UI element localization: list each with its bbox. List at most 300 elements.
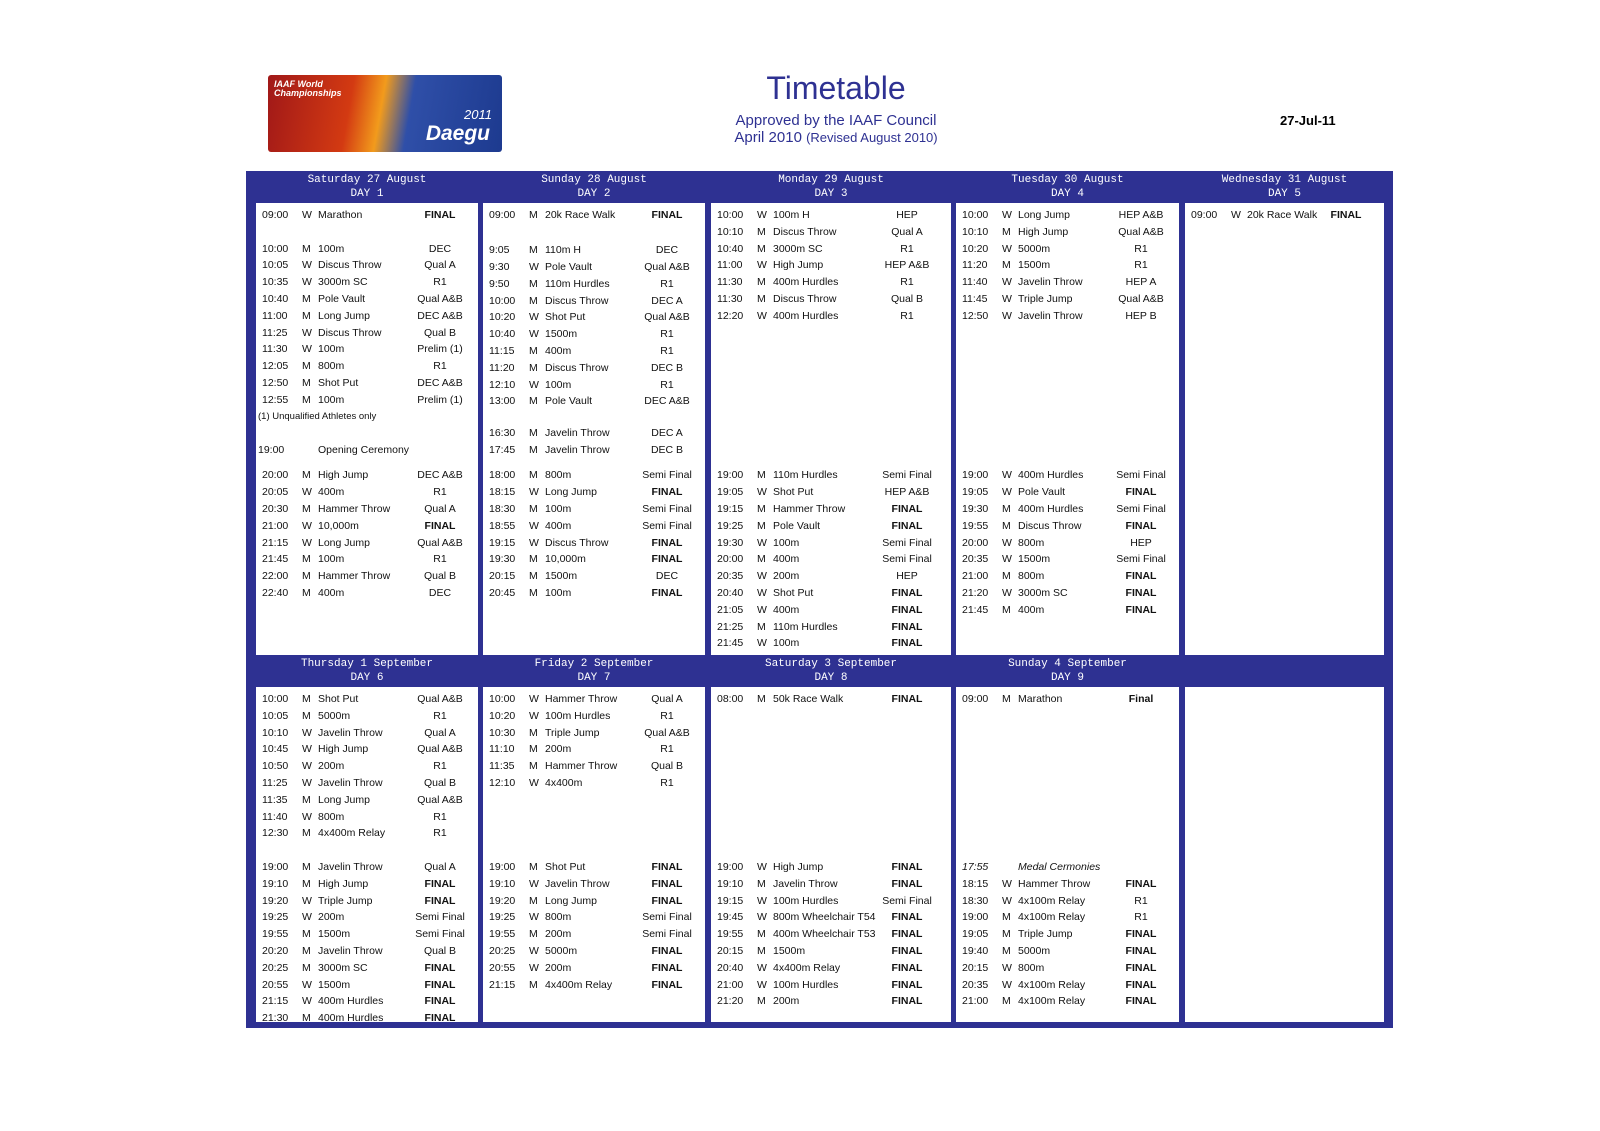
event-round: R1	[433, 810, 447, 823]
event-row	[256, 553, 478, 568]
event-row	[711, 979, 951, 994]
event-row	[711, 587, 951, 602]
event-row	[256, 1012, 478, 1027]
day-number: DAY 8	[814, 672, 848, 684]
event-row	[956, 895, 1179, 910]
event-row	[483, 520, 705, 535]
event-gender: W	[1002, 293, 1012, 305]
event-time: 19:30	[962, 503, 989, 515]
event-time: 19:20	[489, 894, 516, 907]
event-gender: W	[757, 309, 767, 322]
event-row	[956, 503, 1179, 518]
event-time: 19:00	[962, 911, 989, 924]
event-round: HEP A&B	[884, 259, 930, 272]
event-round: Semi Final	[882, 553, 932, 566]
event-name: 4x100m Relay	[1018, 911, 1086, 924]
event-name: Pole Vault	[545, 395, 593, 408]
event-name: 5000m	[318, 709, 351, 722]
event-round: FINAL	[891, 995, 923, 1008]
event-round: Qual A&B	[644, 726, 690, 739]
event-time: 12:10	[489, 777, 516, 789]
event-name: 110m Hurdles	[773, 469, 838, 482]
event-round: DEC A	[651, 294, 683, 307]
event-row	[711, 911, 951, 926]
event-name: 1500m	[318, 928, 351, 941]
event-row	[483, 928, 705, 943]
revision-detail: (Revised August 2010)	[806, 130, 938, 145]
event-row	[956, 243, 1179, 258]
event-name: 100m	[545, 378, 572, 391]
event-time: 20:25	[262, 961, 289, 974]
event-round: Semi Final	[882, 469, 932, 482]
event-name: Hammer Throw	[318, 503, 391, 515]
event-gender: W	[529, 536, 539, 549]
event-gender: W	[529, 328, 539, 341]
event-time: 10:00	[262, 693, 289, 705]
event-time: 10:35	[262, 276, 289, 289]
event-time: 19:55	[489, 928, 516, 941]
event-round: FINAL	[1125, 603, 1157, 616]
event-name: 400m Hurdles	[1018, 503, 1084, 515]
event-round: FINAL	[651, 945, 683, 957]
event-round: Qual A&B	[417, 693, 463, 705]
event-time: 19:00	[962, 469, 989, 482]
day-header	[483, 173, 705, 201]
event-name: 10,000m	[545, 553, 586, 566]
event-round: DEC	[655, 570, 679, 583]
day-header	[256, 657, 478, 685]
event-round: HEP A	[1125, 276, 1157, 289]
event-row	[256, 760, 478, 775]
event-time: 19:55	[962, 519, 989, 532]
event-gender: M	[1002, 570, 1011, 583]
event-row	[956, 693, 1179, 708]
event-time: 10:00	[262, 242, 289, 255]
event-time: 10:30	[489, 726, 516, 739]
event-name: High Jump	[773, 259, 824, 272]
event-gender: M	[302, 469, 311, 482]
event-gender: M	[757, 276, 766, 289]
event-row	[956, 537, 1179, 552]
event-gender: M	[529, 361, 538, 374]
event-name: 100m	[318, 393, 345, 406]
event-row	[483, 345, 705, 360]
event-name: 100m	[318, 242, 345, 255]
event-name: 200m	[545, 743, 572, 756]
event-row	[711, 486, 951, 501]
event-round: Qual B	[423, 777, 457, 789]
event-round: Qual A&B	[1118, 293, 1164, 305]
event-round: R1	[1134, 911, 1148, 924]
event-time: 19:30	[717, 536, 744, 549]
event-time: 18:55	[489, 519, 516, 532]
event-gender: M	[302, 503, 311, 515]
event-gender: M	[1002, 603, 1011, 616]
event-row	[256, 209, 478, 224]
event-round: Qual B	[423, 945, 457, 957]
event-row	[256, 811, 478, 826]
event-time: 11:40	[962, 276, 988, 289]
event-name: (1) Unqualified Athletes only	[258, 410, 377, 422]
event-gender: M	[302, 587, 311, 599]
event-name: Pole Vault	[545, 261, 593, 274]
event-name: 400m	[318, 486, 345, 499]
event-time: 10:10	[717, 225, 744, 238]
event-name: 400m	[545, 345, 572, 358]
event-round: FINAL	[891, 928, 923, 941]
event-time: 20:00	[262, 469, 289, 482]
event-gender: W	[529, 877, 539, 890]
event-name: 100m H	[773, 209, 810, 221]
day-schedule	[483, 687, 705, 1022]
event-gender: M	[757, 553, 766, 566]
event-round: FINAL	[891, 519, 923, 532]
event-time: 19:00	[489, 861, 516, 873]
event-gender: W	[302, 726, 312, 739]
event-time: 19:10	[717, 877, 744, 890]
event-time: 19:00	[258, 444, 285, 457]
day-header	[956, 657, 1179, 685]
event-time: 12:05	[262, 360, 289, 373]
event-time: 19:20	[262, 894, 289, 907]
event-time: 11:25	[262, 326, 288, 339]
event-time: 10:40	[262, 293, 289, 305]
event-name: Hammer Throw	[1018, 877, 1091, 890]
event-time: 09:00	[262, 209, 289, 221]
day-date: Friday 2 September	[534, 658, 654, 670]
event-row	[483, 878, 705, 893]
event-row	[483, 486, 705, 501]
event-round: FINAL	[1125, 587, 1157, 599]
event-round: FINAL	[1125, 486, 1157, 499]
event-row	[483, 962, 705, 977]
event-row	[956, 469, 1179, 484]
logo-text: IAAF World Championships	[274, 79, 342, 98]
event-round: FINAL	[891, 911, 923, 924]
event-row	[256, 360, 478, 375]
event-time: 11:25	[262, 777, 288, 789]
event-gender: M	[302, 877, 311, 890]
event-row	[483, 693, 705, 708]
event-row	[256, 377, 478, 392]
event-time: 10:00	[489, 294, 516, 307]
event-round: Qual B	[423, 570, 457, 583]
day-schedule	[256, 687, 478, 1025]
event-round: Qual B	[890, 293, 924, 305]
event-name: Pole Vault	[773, 519, 821, 532]
event-name: High Jump	[318, 743, 369, 756]
event-time: 20:15	[962, 961, 989, 974]
event-row	[256, 995, 478, 1010]
event-round: FINAL	[891, 693, 923, 705]
event-row	[483, 444, 705, 459]
event-row	[256, 520, 478, 535]
event-round: FINAL	[1125, 519, 1157, 532]
event-name: 110m H	[545, 244, 581, 257]
event-name: Shot Put	[773, 486, 814, 499]
event-time: 19:15	[717, 503, 744, 515]
event-gender: M	[302, 793, 311, 806]
event-gender: M	[302, 360, 311, 373]
event-row	[711, 570, 951, 585]
event-time: 19:15	[489, 536, 516, 549]
event-row	[256, 895, 478, 910]
event-name: 200m	[318, 760, 345, 773]
event-gender: M	[1002, 693, 1011, 705]
event-row	[711, 895, 951, 910]
event-name: 5000m	[1018, 242, 1051, 255]
event-name: 20k Race Walk	[1247, 209, 1318, 221]
event-name: High Jump	[1018, 225, 1069, 238]
event-gender: M	[529, 760, 538, 773]
day-header	[711, 657, 951, 685]
event-gender: M	[302, 377, 311, 389]
event-name: 1500m	[545, 570, 578, 583]
event-round: Semi Final	[882, 894, 932, 907]
event-round: FINAL	[651, 486, 683, 499]
event-row	[711, 503, 951, 518]
event-name: Discus Throw	[318, 259, 382, 272]
event-row	[256, 743, 478, 758]
event-row	[483, 311, 705, 326]
event-name: 3000m SC	[318, 961, 368, 974]
event-gender: W	[529, 945, 539, 957]
event-gender: M	[302, 928, 311, 941]
event-row	[256, 794, 478, 809]
event-gender: M	[529, 978, 538, 991]
day-date: Saturday 27 August	[307, 174, 427, 186]
event-gender: M	[529, 395, 538, 408]
event-gender: M	[529, 553, 538, 566]
event-row	[711, 621, 951, 636]
event-row	[256, 878, 478, 893]
event-row	[483, 911, 705, 926]
event-round: R1	[660, 709, 674, 722]
event-gender: M	[757, 225, 766, 238]
event-gender: W	[1002, 587, 1012, 599]
event-time: 11:35	[262, 793, 288, 806]
event-name: 200m	[773, 995, 800, 1008]
event-row	[256, 945, 478, 960]
event-name: 400m Hurdles	[318, 995, 384, 1008]
event-round: FINAL	[651, 894, 683, 907]
event-round: FINAL	[891, 978, 923, 991]
event-gender: M	[757, 293, 766, 305]
event-gender: W	[757, 894, 767, 907]
event-name: Discus Throw	[545, 536, 609, 549]
event-gender: M	[529, 503, 538, 515]
event-name: 1500m	[1018, 259, 1051, 272]
event-gender: M	[529, 427, 538, 440]
event-row	[711, 693, 951, 708]
event-row	[256, 444, 478, 459]
event-round: HEP A&B	[1118, 209, 1164, 221]
event-name: Javelin Throw	[545, 444, 610, 457]
event-round: Qual A	[651, 693, 683, 705]
event-time: 20:35	[962, 978, 989, 991]
event-time: 08:00	[717, 693, 744, 705]
event-round: DEC A	[651, 427, 683, 440]
event-time: 11:00	[717, 259, 743, 272]
event-name: 400m	[773, 553, 800, 566]
event-gender: W	[529, 378, 539, 391]
event-time: 17:45	[489, 444, 516, 457]
event-name: Shot Put	[318, 693, 359, 705]
event-round: DEC A&B	[644, 395, 690, 408]
event-gender: W	[1002, 536, 1012, 549]
event-round: DEC A&B	[417, 469, 463, 482]
event-gender: W	[757, 911, 767, 924]
event-gender: M	[302, 553, 311, 566]
event-round: FINAL	[891, 961, 923, 974]
event-name: Javelin Throw	[318, 777, 383, 789]
event-round: FINAL	[651, 553, 683, 566]
event-gender: M	[302, 570, 311, 583]
event-name: Pole Vault	[1018, 486, 1066, 499]
event-name: 800m	[1018, 570, 1045, 583]
event-row	[483, 587, 705, 602]
event-time: 9:30	[489, 261, 510, 274]
event-row	[256, 979, 478, 994]
event-gender: W	[1002, 978, 1012, 991]
event-time: 21:15	[262, 536, 289, 549]
event-name: 400m	[1018, 603, 1045, 616]
event-round: HEP	[896, 570, 918, 583]
event-row	[956, 310, 1179, 325]
event-name: Opening Ceremony	[318, 444, 410, 457]
event-name: Discus Throw	[318, 326, 382, 339]
event-name: 800m	[318, 360, 345, 373]
event-gender: W	[302, 743, 312, 756]
event-round: Prelim (1)	[417, 343, 463, 356]
document-date: 27-Jul-11	[1280, 113, 1336, 128]
event-round: R1	[433, 827, 447, 840]
event-round: FINAL	[1125, 995, 1157, 1008]
event-name: Javelin Throw	[545, 877, 610, 890]
day-header	[1185, 173, 1384, 201]
empty-cell	[1185, 687, 1384, 1022]
event-time: 12:50	[262, 377, 289, 389]
event-round: FINAL	[891, 603, 923, 616]
event-name: Hammer Throw	[773, 503, 846, 515]
day-number: DAY 3	[814, 188, 848, 200]
event-gender: W	[302, 978, 312, 991]
event-name: 200m	[773, 570, 800, 583]
event-round: FINAL	[891, 945, 923, 957]
event-name: Javelin Throw	[545, 427, 610, 440]
event-round: Semi Final	[1116, 503, 1166, 515]
day-date: Saturday 3 September	[764, 658, 898, 670]
event-row	[256, 587, 478, 602]
event-row	[256, 827, 478, 842]
event-gender: W	[302, 276, 312, 289]
event-row	[956, 293, 1179, 308]
event-round: FINAL	[1125, 928, 1157, 941]
event-row	[483, 427, 705, 442]
event-gender: M	[302, 827, 311, 840]
event-time: 11:00	[262, 309, 288, 322]
event-row	[256, 911, 478, 926]
event-row	[711, 637, 951, 652]
event-round: R1	[1134, 259, 1148, 272]
event-round: DEC A&B	[417, 377, 463, 389]
event-time: 12:10	[489, 378, 516, 391]
event-gender: W	[757, 536, 767, 549]
event-gender: M	[529, 294, 538, 307]
event-name: Hammer Throw	[545, 693, 618, 705]
event-round: Semi Final	[642, 911, 692, 924]
event-name: 10,000m	[318, 519, 359, 532]
event-name: Javelin Throw	[318, 726, 383, 739]
event-round: Semi Final	[415, 911, 465, 924]
event-gender: W	[757, 978, 767, 991]
day-date: Tuesday 30 August	[1011, 174, 1124, 186]
event-name: 100m Hurdles	[773, 978, 839, 991]
event-row	[483, 945, 705, 960]
event-gender: M	[302, 242, 311, 255]
event-row	[256, 928, 478, 943]
event-time: 20:35	[717, 570, 744, 583]
event-name: 1500m	[318, 978, 351, 991]
event-gender: W	[1002, 877, 1012, 890]
event-round: Semi Final	[642, 503, 692, 515]
event-time: 20:45	[489, 587, 516, 599]
event-name: 100m Hurdles	[545, 709, 611, 722]
event-round: R1	[433, 709, 447, 722]
event-round: FINAL	[891, 620, 923, 633]
event-row	[483, 743, 705, 758]
event-name: 100m	[545, 503, 572, 515]
event-time: 19:45	[717, 911, 744, 924]
event-time: 21:25	[717, 620, 744, 633]
event-row	[956, 995, 1179, 1010]
event-row	[711, 537, 951, 552]
event-round: DEC	[655, 244, 679, 257]
event-round: Qual A&B	[417, 293, 463, 305]
event-name: 400m Wheelchair T53	[773, 928, 876, 941]
event-time: 20:55	[262, 978, 289, 991]
event-gender: W	[529, 693, 539, 705]
event-gender: M	[1002, 519, 1011, 532]
event-row	[956, 259, 1179, 274]
event-row	[711, 995, 951, 1010]
event-round: FINAL	[891, 861, 923, 873]
event-time: 21:20	[717, 995, 744, 1008]
event-row	[711, 928, 951, 943]
event-gender: W	[1002, 276, 1012, 289]
event-gender: M	[302, 861, 311, 873]
event-time: 10:10	[962, 225, 989, 238]
event-name: Marathon	[1018, 693, 1063, 705]
event-row	[956, 945, 1179, 960]
event-time: 22:40	[262, 587, 289, 599]
event-name: Javelin Throw	[773, 877, 838, 890]
event-round: FINAL	[424, 1012, 456, 1025]
event-name: High Jump	[318, 469, 369, 482]
event-name: High Jump	[773, 861, 824, 873]
event-time: 19:25	[717, 519, 744, 532]
event-round: FINAL	[424, 978, 456, 991]
event-gender: W	[1002, 894, 1012, 907]
event-round: FINAL	[651, 587, 683, 599]
event-gender: M	[757, 620, 766, 633]
event-gender: M	[1002, 995, 1011, 1008]
event-row	[256, 537, 478, 552]
event-time: 13:00	[489, 395, 516, 408]
event-row	[711, 259, 951, 274]
event-gender: M	[529, 928, 538, 941]
event-time: 11:30	[717, 293, 743, 305]
